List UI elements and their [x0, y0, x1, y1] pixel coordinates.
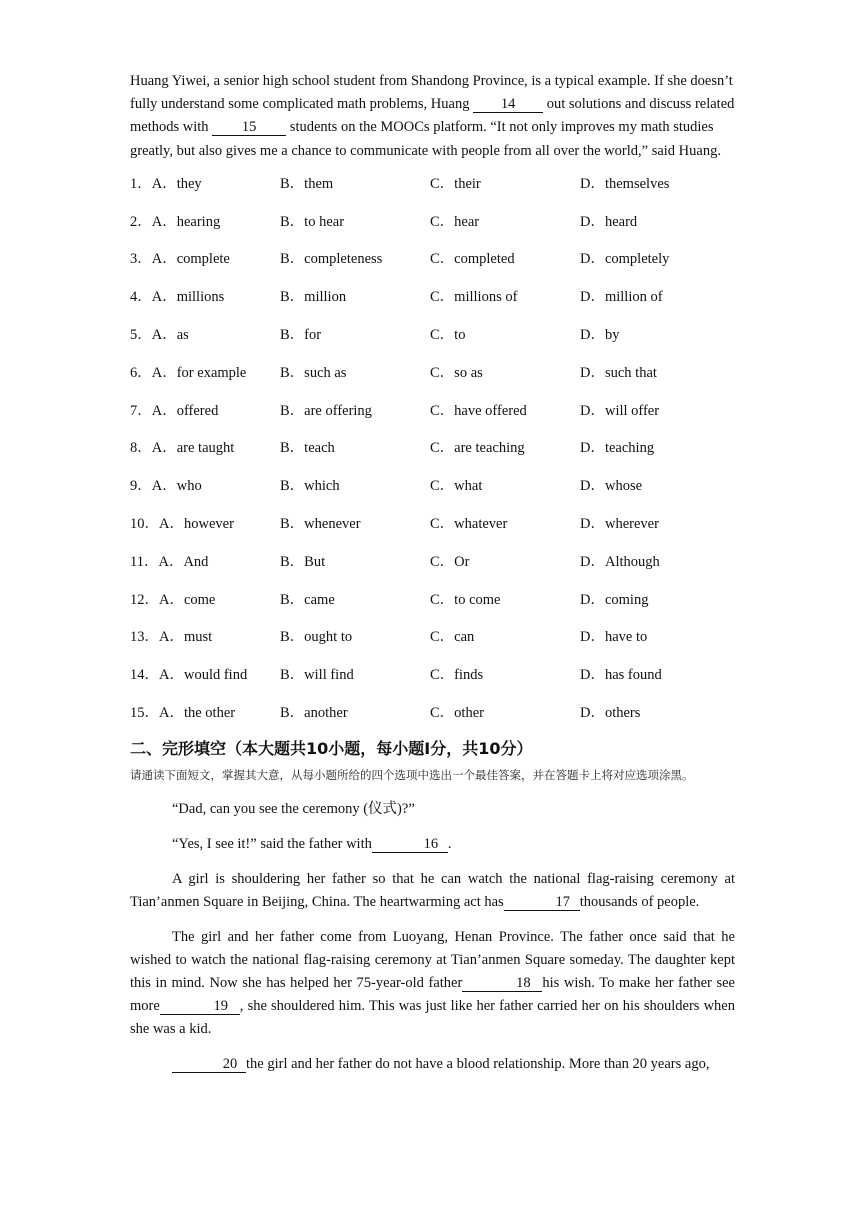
option-b: B．them [280, 175, 334, 192]
cloze-line-2-text: “Yes, I see it!” said the father with [172, 835, 372, 852]
option-d: D．wherever [580, 515, 659, 532]
question-number: 12． [130, 591, 159, 608]
question-number: 6． [130, 364, 152, 381]
blank-16 [372, 836, 448, 853]
option-b: B．completeness [280, 251, 383, 268]
option-b: B．million [280, 289, 347, 306]
option-a: A．millions [151, 289, 225, 306]
option-cell [130, 249, 230, 269]
option-d: D．have to [580, 629, 648, 646]
question-row-12 [130, 590, 735, 628]
option-b: B．But [280, 553, 326, 570]
option-b: B．whenever [280, 515, 361, 532]
option-a: A．they [151, 175, 202, 192]
intro-text-2: out solutions and discuss related methods with [130, 96, 735, 136]
option-cell [430, 401, 527, 421]
option-cell [430, 363, 483, 383]
question-row-14 [130, 665, 735, 703]
blank-15 [212, 119, 286, 136]
question-number: 2． [130, 213, 152, 230]
option-a: A．are taught [151, 440, 235, 457]
question-row-4 [130, 287, 735, 325]
option-a: A．offered [151, 402, 219, 419]
question-number: 1． [130, 175, 152, 192]
option-cell [280, 552, 325, 572]
option-a: A．however [159, 515, 234, 532]
cloze-paragraph-4 [130, 926, 735, 1041]
option-b: B．which [280, 478, 340, 495]
option-cell [130, 287, 224, 307]
cloze-line-2 [130, 833, 735, 856]
cloze-paragraph-3 [130, 868, 735, 914]
option-cell [430, 703, 484, 723]
option-cell [130, 627, 212, 647]
option-b: B．ought to [280, 629, 353, 646]
option-d: D．teaching [580, 440, 655, 457]
section-2-instructions: 请通读下面短文，掌握其大意，从每小题所给的四个选项中选出一个最佳答案，并在答题卡上将对应选项涂黑。 [130, 767, 694, 782]
question-number: 3． [130, 251, 152, 268]
para-3-text-b: thousands of people. [579, 893, 700, 910]
option-c: C．Or [430, 553, 470, 570]
option-c: C．whatever [430, 515, 508, 532]
question-number: 7． [130, 402, 152, 419]
section-2-title: 二、完形填空（本大题共10小题，每小题I分，共10分） [130, 738, 533, 758]
option-cell [280, 665, 354, 685]
option-cell [580, 627, 647, 647]
option-cell [130, 665, 247, 685]
option-d: D．whose [580, 478, 643, 495]
intro-text-3: students on the MOOCs platform. “It not only improves my math studies greatly, but also gives me a chance to communicate with people from all over the world,” said Huang. [130, 119, 721, 159]
option-c: C．are teaching [430, 440, 525, 457]
option-cell [280, 212, 344, 232]
option-cell [280, 590, 335, 610]
blank-17 [504, 894, 580, 911]
option-cell [130, 401, 218, 421]
option-b: B．are offering [280, 402, 372, 419]
question-number: 8． [130, 440, 152, 457]
option-c: C．have offered [430, 402, 527, 419]
cloze-line-1: “Dad, can you see the ceremony (仪式)?” [172, 800, 415, 817]
option-d: D．coming [580, 591, 649, 608]
option-b: B．teach [280, 440, 335, 457]
option-d: D．completely [580, 251, 670, 268]
option-cell [580, 363, 657, 383]
option-d: D．has found [580, 667, 662, 684]
option-a: A．come [159, 591, 216, 608]
option-c: C．hear [430, 213, 480, 230]
option-cell [280, 325, 321, 345]
option-cell [580, 703, 640, 723]
option-c: C．other [430, 704, 484, 721]
option-a: A．hearing [151, 213, 221, 230]
blank-19-number: 19 [213, 997, 229, 1014]
question-row-10 [130, 514, 735, 552]
question-row-6 [130, 363, 735, 401]
option-cell [280, 363, 346, 383]
option-cell [280, 287, 346, 307]
option-c: C．millions of [430, 289, 518, 306]
option-cell [580, 590, 648, 610]
option-cell [430, 174, 481, 194]
cloze-paragraph-5 [130, 1053, 735, 1076]
option-cell [130, 325, 189, 345]
option-cell [280, 401, 372, 421]
option-a: A．as [151, 327, 189, 343]
option-a: A．would find [159, 667, 248, 684]
option-cell [580, 287, 663, 307]
option-cell [430, 665, 483, 685]
option-cell [580, 325, 619, 345]
cloze-line-2-end: . [447, 835, 452, 852]
option-c: C．what [430, 478, 483, 495]
para-5-text: the girl and her father do not have a blood relationship. More than 20 years ago, [246, 1055, 710, 1072]
document-page [130, 70, 735, 1076]
option-cell [580, 249, 669, 269]
option-cell [580, 665, 662, 685]
option-cell [280, 438, 335, 458]
option-cell [430, 552, 469, 572]
question-number: 15． [130, 704, 159, 721]
question-number: 14． [130, 667, 159, 684]
option-cell [130, 703, 235, 723]
option-cell [580, 401, 659, 421]
blank-18 [462, 975, 542, 992]
blank-20-number: 20 [222, 1055, 238, 1072]
option-b: B．will find [280, 667, 354, 684]
blank-15-number: 15 [241, 119, 257, 136]
question-row-11 [130, 552, 735, 590]
question-row-2 [130, 212, 735, 250]
intro-text-1: Huang Yiwei, a senior high school student from Shandong Province, is a typical example. If she doesn’t fully understand some complicated math problems, Huang [130, 73, 733, 113]
question-number: 10． [130, 515, 159, 532]
option-cell [130, 590, 215, 610]
option-c: C．completed [430, 251, 515, 268]
question-row-8 [130, 438, 735, 476]
option-cell [280, 249, 382, 269]
option-d: D．Although [580, 553, 660, 570]
blank-18-number: 18 [516, 974, 531, 991]
option-cell [580, 552, 660, 572]
question-row-9 [130, 476, 735, 514]
option-cell [130, 514, 234, 534]
option-cell [130, 476, 202, 496]
option-b: B．for [280, 327, 322, 343]
option-c: C．to [430, 327, 466, 343]
question-number: 4． [130, 289, 152, 306]
option-cell [430, 627, 474, 647]
option-cell [280, 174, 333, 194]
option-cell [280, 703, 348, 723]
option-cell [430, 438, 525, 458]
option-c: C．their [430, 175, 481, 192]
question-row-13 [130, 627, 735, 665]
option-cell [580, 514, 659, 534]
blank-20 [172, 1056, 246, 1073]
blank-14-number: 14 [500, 96, 516, 113]
option-d: D．will offer [580, 402, 660, 419]
option-b: B．to hear [280, 213, 345, 230]
option-b: B．such as [280, 364, 347, 381]
para-3-text-a: A girl is shouldering her father so that he can watch the national flag-raising ceremony at Tian’anmen Square in Beijing, China. The heartwarming act has [130, 870, 735, 910]
option-cell [580, 212, 637, 232]
option-cell [430, 590, 500, 610]
para-4-text-a: The girl and her father come from Luoyang, Henan Province. The father once said that he wished to watch the national flag-raising ceremony at Tian’anmen Square someday. The daughter kept this in mind. Now she has helped her 75-year-old father [130, 928, 735, 991]
question-row-3 [130, 249, 735, 287]
option-cell [280, 476, 340, 496]
option-d: D．heard [580, 213, 638, 230]
para-4-text-c: , she shouldered him. This was just like her father carried her on his shoulders when she was a kid. [130, 997, 735, 1037]
question-row-5 [130, 325, 735, 363]
option-a: A．for example [151, 364, 247, 381]
option-a: A．And [158, 553, 209, 570]
blank-14 [473, 96, 543, 113]
option-cell [430, 249, 515, 269]
question-number: 9． [130, 478, 152, 495]
option-cell [130, 174, 202, 194]
option-d: D．such that [580, 364, 657, 381]
question-options-list [130, 174, 735, 741]
question-row-7 [130, 401, 735, 439]
question-number: 5． [130, 327, 152, 343]
option-a: A．the other [159, 704, 236, 721]
blank-19 [160, 998, 240, 1015]
option-c: C．so as [430, 364, 483, 381]
intro-paragraph [130, 70, 735, 163]
option-d: D．by [580, 327, 620, 343]
option-a: A．must [159, 629, 213, 646]
option-cell [280, 627, 352, 647]
option-a: A．who [151, 478, 202, 495]
option-d: D．themselves [580, 175, 670, 192]
option-cell [130, 552, 208, 572]
option-d: D．others [580, 704, 641, 721]
option-d: D．million of [580, 289, 663, 306]
option-cell [580, 174, 669, 194]
option-cell [130, 438, 234, 458]
option-cell [430, 212, 479, 232]
option-cell [430, 287, 517, 307]
option-a: A．complete [151, 251, 230, 268]
option-b: B．another [280, 704, 348, 721]
question-number: 13． [130, 629, 159, 646]
option-cell [130, 212, 220, 232]
question-number: 11． [130, 553, 159, 570]
option-cell [280, 514, 361, 534]
option-c: C．to come [430, 591, 501, 608]
option-cell [130, 363, 246, 383]
blank-17-number: 17 [555, 893, 570, 910]
option-cell [580, 476, 642, 496]
option-cell [580, 438, 654, 458]
question-row-1 [130, 174, 735, 212]
para-4-text-b: his wish. To make her father see more [130, 974, 735, 1014]
option-cell [430, 514, 507, 534]
option-c: C．finds [430, 667, 484, 684]
option-c: C．can [430, 629, 475, 646]
blank-16-number: 16 [423, 835, 439, 852]
option-b: B．came [280, 591, 335, 608]
question-row-15 [130, 703, 735, 741]
option-cell [430, 325, 465, 345]
option-cell [430, 476, 482, 496]
